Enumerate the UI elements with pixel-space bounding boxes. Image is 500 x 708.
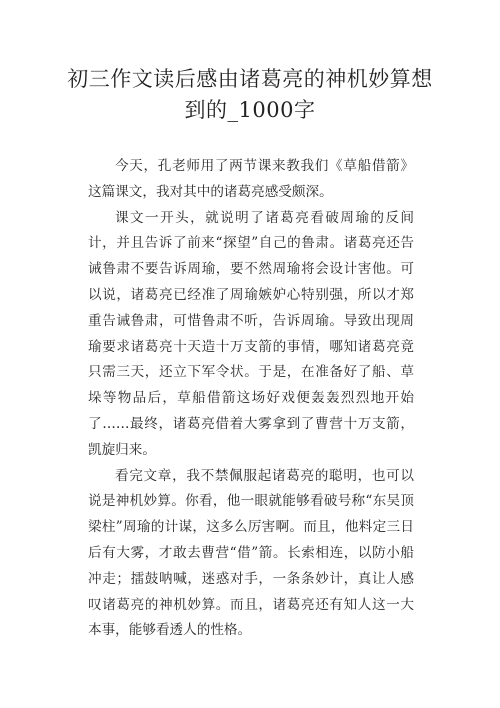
paragraph-2: 课文一开头，就说明了诸葛亮看破周瑜的反间计，并且告诉了前来“探望”自己的鲁肃。诸葛亮还告诫鲁肃不要告诉周瑜，要不然周瑜将会设计害他。可以说，诸葛亮已经准了周瑜嫉妒心特别强，所以才郑重告诫鲁肃，可惜鲁肃不听，告诉周瑜。导致出现周瑜要求诸葛亮十天造十万支箭的事情，哪知诸葛亮竟只需三天，还立下军令状。于是，在准备好了船、草垛等物品后，草船借箭这场好戏便轰轰烈烈地开始了……最终，诸葛亮借着大雾拿到了曹营十万支箭，凯旋归来。 xyxy=(88,209,414,458)
paragraph-1: 今天，孔老师用了两节课来教我们《草船借箭》这篇课文，我对其中的诸葛亮感受颇深。 xyxy=(88,158,414,200)
document-body xyxy=(88,154,414,644)
paragraph-3: 看完文章，我不禁佩服起诸葛亮的聪明，也可以说是神机妙算。你看，他一眼就能够看破号称“东吴顶梁柱”周瑜的计谋，这多么厉害啊。而且，他料定三日后有大雾，才敢去曹营“借”箭。长索相连，以防小船冲走；擂鼓呐喊，迷惑对手，一条条妙计，真让人感叹诸葛亮的神机妙算。而且，诸葛亮还有知人这一大本事，能够看透人的性格。 xyxy=(88,467,414,639)
document-title: 初三作文读后感由诸葛亮的神机妙算想到的_1000字 xyxy=(67,67,433,122)
